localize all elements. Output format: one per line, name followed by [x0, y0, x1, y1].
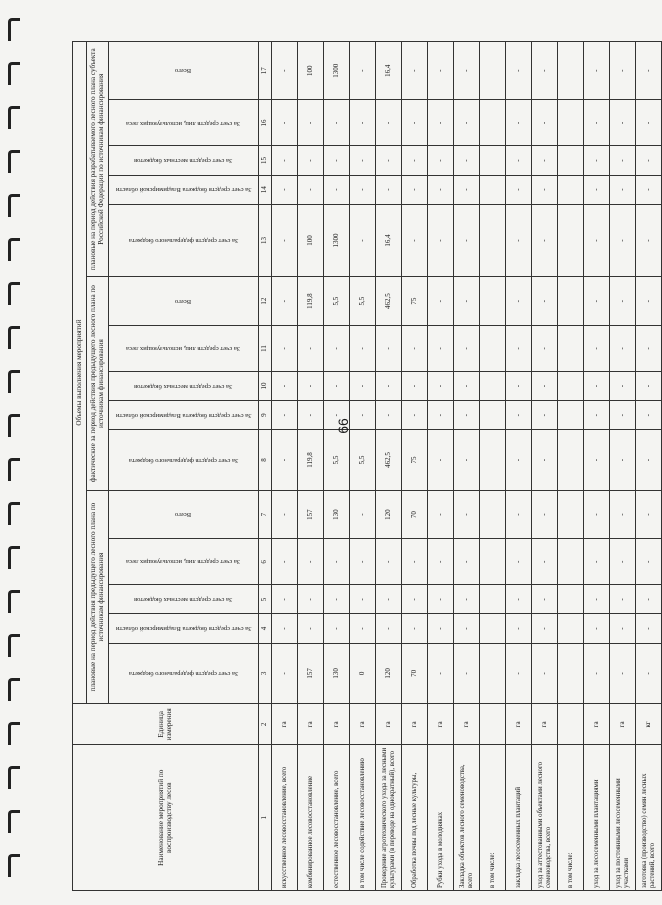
cell-value: - [532, 146, 558, 175]
cell-value: - [636, 490, 662, 539]
cell-value: - [532, 277, 558, 326]
cell-value: - [272, 325, 298, 371]
cell-value: - [636, 643, 662, 704]
cell-value: - [272, 204, 298, 277]
row-unit: га [428, 704, 454, 745]
cell-value: - [298, 539, 324, 585]
cell-value: - [454, 42, 480, 100]
cell-value: - [272, 643, 298, 704]
cell-value: 5,5 [324, 277, 350, 326]
cell-value: - [532, 430, 558, 491]
header-total-b: Всего [109, 277, 259, 326]
row-name: искусственное лесовосстановление, всего [272, 745, 298, 891]
cell-value: - [272, 100, 298, 146]
cell-value: - [454, 539, 480, 585]
cell-value [480, 146, 506, 175]
cell-value: - [428, 614, 454, 643]
cell-value: - [428, 146, 454, 175]
cell-value: - [402, 42, 428, 100]
cell-value: - [298, 372, 324, 401]
cell-value: - [584, 42, 610, 100]
cell-value: - [584, 585, 610, 614]
cell-value: - [428, 430, 454, 491]
cell-value: - [506, 430, 532, 491]
header-loc-a: За счет средств местных бюджетов [109, 585, 259, 614]
table-row [610, 42, 636, 891]
cell-value: - [298, 175, 324, 204]
cell-value: 75 [402, 277, 428, 326]
cell-value: - [428, 325, 454, 371]
cell-value: - [298, 401, 324, 430]
header-total-c: Всего [109, 42, 259, 100]
header-fed-a: За счет средств федерального бюджета [109, 643, 259, 704]
cell-value: - [506, 175, 532, 204]
cell-value: - [376, 372, 402, 401]
cell-value: - [506, 614, 532, 643]
cell-value: - [532, 325, 558, 371]
cell-value: - [610, 539, 636, 585]
row-name: уход за лесосеменными плантациями [584, 745, 610, 891]
cell-value: - [272, 146, 298, 175]
cell-value: - [610, 204, 636, 277]
header-unit: Единица измерения [73, 704, 259, 745]
cell-value: - [454, 204, 480, 277]
header-loc-c: За счет средств местных бюджетов [109, 146, 259, 175]
cell-value: - [636, 325, 662, 371]
cell-value: 100 [298, 42, 324, 100]
cell-value: - [584, 614, 610, 643]
cell-value: - [350, 204, 376, 277]
cell-value: - [506, 539, 532, 585]
cell-value: - [402, 100, 428, 146]
cell-value: - [636, 100, 662, 146]
row-name: в том числе: [480, 745, 506, 891]
cell-value: - [636, 430, 662, 491]
table-row [350, 42, 376, 891]
cell-value: 130 [324, 490, 350, 539]
table-row [324, 42, 350, 891]
row-name: уход за постоянными лесосеменными участками [610, 745, 636, 891]
cell-value: - [454, 372, 480, 401]
cell-value: - [298, 146, 324, 175]
cell-value [480, 401, 506, 430]
cell-value [480, 539, 506, 585]
cell-value: - [610, 585, 636, 614]
cell-value: - [506, 325, 532, 371]
cell-value: 5,5 [350, 277, 376, 326]
cell-value: - [636, 277, 662, 326]
cell-value [480, 175, 506, 204]
cell-value: - [298, 100, 324, 146]
cell-value: - [402, 539, 428, 585]
row-unit: га [376, 704, 402, 745]
cell-value: - [454, 490, 480, 539]
row-name: Рубки ухода в молодняках [428, 745, 454, 891]
row-name: в том числе содействие лесовосстановлению [350, 745, 376, 891]
cell-value: - [636, 614, 662, 643]
cell-value: - [376, 539, 402, 585]
cell-value: - [506, 277, 532, 326]
cell-value: - [324, 100, 350, 146]
cell-value: - [350, 401, 376, 430]
table-row [376, 42, 402, 891]
cell-value: - [532, 175, 558, 204]
row-unit: га [350, 704, 376, 745]
cell-value: 0 [350, 643, 376, 704]
row-unit [558, 704, 584, 745]
cell-value: - [532, 490, 558, 539]
cell-value: - [532, 539, 558, 585]
cell-value: - [298, 585, 324, 614]
cell-value: - [324, 401, 350, 430]
header-total-a: Всего [109, 490, 259, 539]
cell-value [480, 42, 506, 100]
cell-value [558, 372, 584, 401]
cell-value: - [324, 372, 350, 401]
cell-value: - [506, 42, 532, 100]
binder-holes [8, 0, 22, 905]
cell-value: - [272, 614, 298, 643]
cell-value: - [272, 401, 298, 430]
cell-value: - [272, 490, 298, 539]
row-name: уход за аттестованными объектами лесного семеноводства, всего [532, 745, 558, 891]
cell-value: - [376, 614, 402, 643]
table-row [402, 42, 428, 891]
cell-value: - [350, 175, 376, 204]
cell-value: - [272, 175, 298, 204]
header-users-c: За счет средств лиц, использующих леса [109, 100, 259, 146]
cell-value: - [324, 175, 350, 204]
cell-value [480, 372, 506, 401]
header-fed-b: За счет средств федерального бюджета [109, 430, 259, 491]
cell-value: - [376, 100, 402, 146]
cell-value: - [324, 325, 350, 371]
cell-value: 157 [298, 643, 324, 704]
cell-value [558, 277, 584, 326]
cell-value: 1300 [324, 204, 350, 277]
table-row [272, 42, 298, 891]
cell-value: - [298, 614, 324, 643]
cell-value: - [402, 401, 428, 430]
cell-value: - [272, 430, 298, 491]
cell-value: 70 [402, 490, 428, 539]
table-row [584, 42, 610, 891]
cell-value: - [584, 204, 610, 277]
cell-value: - [454, 401, 480, 430]
cell-value: - [610, 277, 636, 326]
cell-value: - [454, 325, 480, 371]
row-name: Закладка объектов лесного семеноводства, всего [454, 745, 480, 891]
cell-value: - [584, 146, 610, 175]
cell-value: 462,5 [376, 277, 402, 326]
cell-value [480, 430, 506, 491]
cell-value: - [636, 401, 662, 430]
cell-value: - [532, 100, 558, 146]
cell-value [558, 100, 584, 146]
cell-value: - [532, 372, 558, 401]
cell-value [480, 643, 506, 704]
cell-value: - [610, 372, 636, 401]
table-row [636, 42, 662, 891]
cell-value: - [376, 175, 402, 204]
table-row [532, 42, 558, 891]
cell-value: 462,5 [376, 430, 402, 491]
cell-value: 5,5 [350, 430, 376, 491]
cell-value: - [506, 585, 532, 614]
table-row [506, 42, 532, 891]
cell-value: - [428, 539, 454, 585]
cell-value: - [350, 490, 376, 539]
row-unit: га [506, 704, 532, 745]
cell-value: - [610, 430, 636, 491]
row-name: Обработка почвы под лесные культуры, [402, 745, 428, 891]
cell-value: - [584, 372, 610, 401]
cell-value: - [532, 42, 558, 100]
cell-value: 70 [402, 643, 428, 704]
cell-value: - [428, 490, 454, 539]
row-unit: га [532, 704, 558, 745]
reforestation-table [72, 41, 662, 891]
cell-value [558, 204, 584, 277]
cell-value: - [272, 585, 298, 614]
cell-value: - [402, 372, 428, 401]
cell-value: - [428, 277, 454, 326]
cell-value: - [532, 643, 558, 704]
cell-value: 16,4 [376, 42, 402, 100]
cell-value [558, 325, 584, 371]
column-index-row: 1 2 3 4 5 6 7 8 9 10 11 12 13 14 15 16 17 [259, 42, 272, 891]
table-row [454, 42, 480, 891]
cell-value: - [636, 372, 662, 401]
cell-value: - [584, 490, 610, 539]
cell-value: - [402, 204, 428, 277]
cell-value: - [610, 175, 636, 204]
cell-value: - [350, 585, 376, 614]
cell-value: - [610, 614, 636, 643]
header-users-a: За счет средств лиц, использующих леса [109, 539, 259, 585]
page-number: 66 [334, 418, 351, 434]
cell-value [558, 643, 584, 704]
cell-value: - [272, 372, 298, 401]
cell-value: - [454, 430, 480, 491]
cell-value: - [350, 325, 376, 371]
cell-value: - [428, 100, 454, 146]
cell-value: - [428, 42, 454, 100]
row-unit: га [402, 704, 428, 745]
row-unit: га [298, 704, 324, 745]
cell-value [558, 430, 584, 491]
cell-value: 130 [324, 643, 350, 704]
header-reg-c: За счет средств бюджета Владимирской области [109, 175, 259, 204]
cell-value: - [506, 146, 532, 175]
cell-value: - [532, 585, 558, 614]
cell-value [480, 100, 506, 146]
cell-value: - [402, 614, 428, 643]
row-unit [480, 704, 506, 745]
cell-value: - [454, 100, 480, 146]
header-fed-c: За счет средств федерального бюджета [109, 204, 259, 277]
cell-value: - [610, 146, 636, 175]
cell-value: - [454, 614, 480, 643]
cell-value [480, 277, 506, 326]
cell-value: - [428, 585, 454, 614]
rotated-sheet [72, 41, 656, 891]
cell-value: - [506, 401, 532, 430]
row-name: комбинированное лесовосстановление [298, 745, 324, 891]
cell-value: 100 [298, 204, 324, 277]
cell-value: - [610, 490, 636, 539]
cell-value: - [350, 100, 376, 146]
row-name: закладка лесосеменных плантаций [506, 745, 532, 891]
cell-value: 1300 [324, 42, 350, 100]
cell-value [480, 325, 506, 371]
cell-value: 119,8 [298, 430, 324, 491]
cell-value: - [428, 204, 454, 277]
cell-value: - [324, 539, 350, 585]
row-name: естественное лесовосстановление, всего [324, 745, 350, 891]
cell-value: - [532, 204, 558, 277]
cell-value: 120 [376, 490, 402, 539]
cell-value [558, 490, 584, 539]
cell-value: - [272, 42, 298, 100]
cell-value: - [376, 146, 402, 175]
cell-value: - [636, 146, 662, 175]
cell-value: 75 [402, 430, 428, 491]
cell-value: - [506, 372, 532, 401]
cell-value: - [454, 585, 480, 614]
cell-value [558, 175, 584, 204]
cell-value: - [584, 100, 610, 146]
cell-value [558, 539, 584, 585]
row-unit: га [584, 704, 610, 745]
table-row [480, 42, 506, 891]
cell-value [558, 42, 584, 100]
cell-value: - [506, 643, 532, 704]
row-unit: га [324, 704, 350, 745]
row-unit: кг [636, 704, 662, 745]
table-row [298, 42, 324, 891]
cell-value: - [584, 430, 610, 491]
cell-value: - [350, 539, 376, 585]
cell-value: 120 [376, 643, 402, 704]
header-group-actual-prev: фактические за период действия предыдущего лесного плана по источникам финансирования [87, 277, 109, 490]
cell-value: - [428, 175, 454, 204]
cell-value: - [584, 539, 610, 585]
cell-value: - [506, 100, 532, 146]
cell-value: - [454, 277, 480, 326]
header-group-planned-new: плановые на период действия разрабатываемого лесного плана субъекта Российской Федерации по источникам финансирования [87, 42, 109, 277]
cell-value: - [402, 325, 428, 371]
row-name: в том числе: [558, 745, 584, 891]
header-loc-b: За счет средств местных бюджетов [109, 372, 259, 401]
cell-value: - [636, 585, 662, 614]
header-name: Наименование мероприятий по воспроизводству лесов [73, 745, 259, 891]
cell-value: - [272, 539, 298, 585]
cell-value: - [428, 401, 454, 430]
cell-value: - [402, 585, 428, 614]
header-reg-b: За счет средств бюджета Владимирской области [109, 401, 259, 430]
row-name: Проведение агротехнического ухода за лесными культурами (в переводе на однократный), всего [376, 745, 402, 891]
header-group-planned-prev: плановые на период действия предыдущего лесного плана по источникам финансирования [87, 490, 109, 703]
row-unit: га [610, 704, 636, 745]
cell-value: 5,5 [324, 430, 350, 491]
cell-value: - [610, 100, 636, 146]
cell-value [480, 585, 506, 614]
cell-value: - [636, 539, 662, 585]
cell-value: - [506, 490, 532, 539]
cell-value: - [454, 175, 480, 204]
cell-value: - [376, 401, 402, 430]
cell-value [558, 614, 584, 643]
cell-value: - [428, 643, 454, 704]
cell-value: - [272, 277, 298, 326]
cell-value: 119,8 [298, 277, 324, 326]
cell-value: - [402, 175, 428, 204]
cell-value: - [610, 643, 636, 704]
header-reg-a: За счет средств бюджета Владимирской области [109, 614, 259, 643]
cell-value: - [350, 372, 376, 401]
cell-value [480, 490, 506, 539]
cell-value: - [298, 325, 324, 371]
cell-value [558, 585, 584, 614]
row-name: заготовка (производство) семян лесных растений, всего [636, 745, 662, 891]
cell-value: - [610, 42, 636, 100]
header-users-b: За счет средств лиц, использующих леса [109, 325, 259, 371]
row-unit: га [454, 704, 480, 745]
cell-value: - [454, 643, 480, 704]
cell-value [558, 401, 584, 430]
row-unit: га [272, 704, 298, 745]
cell-value: - [584, 401, 610, 430]
cell-value: - [350, 42, 376, 100]
cell-value: - [610, 325, 636, 371]
cell-value: - [584, 643, 610, 704]
cell-value: - [610, 401, 636, 430]
cell-value: - [428, 372, 454, 401]
cell-value: - [376, 325, 402, 371]
cell-value: - [402, 146, 428, 175]
cell-value: - [376, 585, 402, 614]
cell-value: - [532, 401, 558, 430]
cell-value: - [324, 585, 350, 614]
cell-value: - [636, 175, 662, 204]
table-row [428, 42, 454, 891]
cell-value [480, 204, 506, 277]
table-row [558, 42, 584, 891]
cell-value [480, 614, 506, 643]
cell-value: - [506, 204, 532, 277]
cell-value: - [584, 277, 610, 326]
cell-value: - [636, 204, 662, 277]
cell-value: - [584, 325, 610, 371]
cell-value: 16,4 [376, 204, 402, 277]
cell-value: - [584, 175, 610, 204]
cell-value: - [532, 614, 558, 643]
header-volumes: Объемы выполнения мероприятий [73, 42, 87, 704]
cell-value: - [324, 614, 350, 643]
cell-value [558, 146, 584, 175]
cell-value: - [454, 146, 480, 175]
cell-value: - [350, 146, 376, 175]
cell-value: - [636, 42, 662, 100]
cell-value: 157 [298, 490, 324, 539]
cell-value: - [350, 614, 376, 643]
cell-value: - [324, 146, 350, 175]
